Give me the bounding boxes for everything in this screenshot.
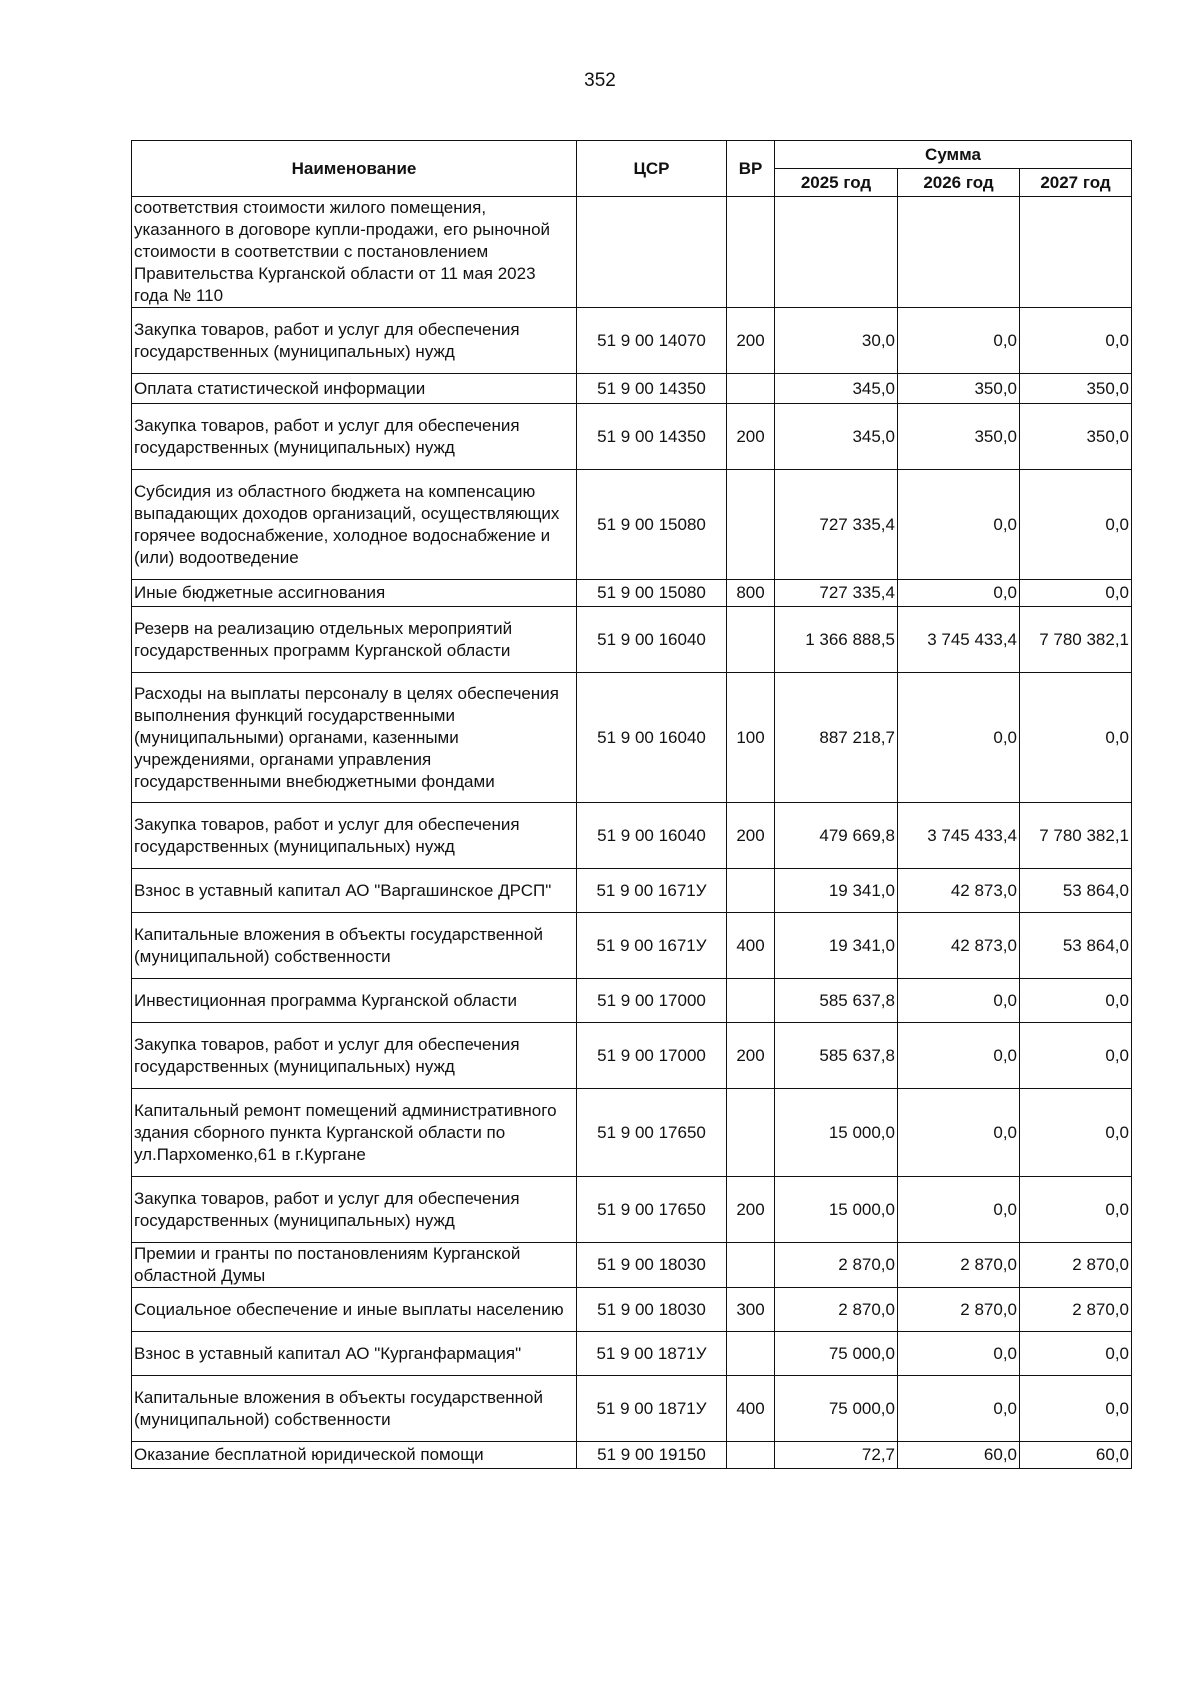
table-row bbox=[132, 673, 1132, 803]
table-row bbox=[132, 1023, 1132, 1089]
table-row bbox=[132, 1089, 1132, 1177]
row-name: Расходы на выплаты персоналу в целях обеспечения выполнения функций государственными (муниципальными) органами, казенными учреждениями, органами управления государственными внебюджетными фондами bbox=[132, 673, 577, 803]
table-row bbox=[132, 1376, 1132, 1442]
row-2025: 727 335,4 bbox=[775, 580, 898, 607]
row-2027: 0,0 bbox=[1020, 673, 1132, 803]
row-2026: 0,0 bbox=[898, 1177, 1020, 1243]
table-row bbox=[132, 1442, 1132, 1469]
table-row bbox=[132, 1332, 1132, 1376]
row-name: Закупка товаров, работ и услуг для обеспечения государственных (муниципальных) нужд bbox=[132, 1177, 577, 1243]
row-vr bbox=[727, 1243, 775, 1288]
row-vr: 400 bbox=[727, 1376, 775, 1442]
row-name: Закупка товаров, работ и услуг для обеспечения государственных (муниципальных) нужд bbox=[132, 1023, 577, 1089]
row-2026: 350,0 bbox=[898, 404, 1020, 470]
row-2027: 60,0 bbox=[1020, 1442, 1132, 1469]
row-2026: 0,0 bbox=[898, 1023, 1020, 1089]
header-year-2025: 2025 год bbox=[775, 169, 898, 197]
row-csr: 51 9 00 15080 bbox=[577, 470, 727, 580]
row-csr: 51 9 00 14350 bbox=[577, 374, 727, 404]
row-2026: 42 873,0 bbox=[898, 869, 1020, 913]
row-2025: 30,0 bbox=[775, 308, 898, 374]
table-row bbox=[132, 1288, 1132, 1332]
row-2026: 0,0 bbox=[898, 979, 1020, 1023]
row-2026: 2 870,0 bbox=[898, 1288, 1020, 1332]
row-2026: 0,0 bbox=[898, 580, 1020, 607]
row-2026: 2 870,0 bbox=[898, 1243, 1020, 1288]
table-row bbox=[132, 607, 1132, 673]
row-2027 bbox=[1020, 197, 1132, 308]
row-2027: 0,0 bbox=[1020, 1332, 1132, 1376]
row-2025: 887 218,7 bbox=[775, 673, 898, 803]
row-vr: 300 bbox=[727, 1288, 775, 1332]
table-row bbox=[132, 913, 1132, 979]
row-2027: 2 870,0 bbox=[1020, 1288, 1132, 1332]
row-vr: 200 bbox=[727, 1177, 775, 1243]
row-2025: 1 366 888,5 bbox=[775, 607, 898, 673]
header-sum: Сумма bbox=[775, 141, 1132, 169]
row-2026: 0,0 bbox=[898, 1332, 1020, 1376]
row-vr bbox=[727, 607, 775, 673]
row-2026: 0,0 bbox=[898, 308, 1020, 374]
row-2027: 0,0 bbox=[1020, 1023, 1132, 1089]
table-row bbox=[132, 1243, 1132, 1288]
table-row bbox=[132, 580, 1132, 607]
row-name: Резерв на реализацию отдельных мероприятий государственных программ Курганской области bbox=[132, 607, 577, 673]
row-name: Закупка товаров, работ и услуг для обеспечения государственных (муниципальных) нужд bbox=[132, 308, 577, 374]
row-csr: 51 9 00 14350 bbox=[577, 404, 727, 470]
row-csr: 51 9 00 1671У bbox=[577, 913, 727, 979]
table-row bbox=[132, 308, 1132, 374]
row-vr: 200 bbox=[727, 803, 775, 869]
row-2025: 585 637,8 bbox=[775, 1023, 898, 1089]
row-name: Оплата статистической информации bbox=[132, 374, 577, 404]
header-year-2026: 2026 год bbox=[898, 169, 1020, 197]
row-vr bbox=[727, 1089, 775, 1177]
row-2025: 479 669,8 bbox=[775, 803, 898, 869]
row-2027: 0,0 bbox=[1020, 1177, 1132, 1243]
row-name: Субсидия из областного бюджета на компенсацию выпадающих доходов организаций, осуществляющих горячее водоснабжение, холодное водоснабжение и (или) водоотведение bbox=[132, 470, 577, 580]
row-2027: 350,0 bbox=[1020, 374, 1132, 404]
row-2027: 0,0 bbox=[1020, 580, 1132, 607]
row-2026 bbox=[898, 197, 1020, 308]
row-csr: 51 9 00 15080 bbox=[577, 580, 727, 607]
row-2027: 0,0 bbox=[1020, 1376, 1132, 1442]
row-2027: 0,0 bbox=[1020, 1089, 1132, 1177]
row-csr: 51 9 00 16040 bbox=[577, 673, 727, 803]
row-vr bbox=[727, 1442, 775, 1469]
row-name: Социальное обеспечение и иные выплаты населению bbox=[132, 1288, 577, 1332]
table-row bbox=[132, 374, 1132, 404]
row-csr bbox=[577, 197, 727, 308]
row-name: Взнос в уставный капитал АО "Варгашинское ДРСП" bbox=[132, 869, 577, 913]
row-csr: 51 9 00 19150 bbox=[577, 1442, 727, 1469]
row-name: Закупка товаров, работ и услуг для обеспечения государственных (муниципальных) нужд bbox=[132, 803, 577, 869]
row-vr bbox=[727, 1332, 775, 1376]
row-2027: 350,0 bbox=[1020, 404, 1132, 470]
row-csr: 51 9 00 16040 bbox=[577, 803, 727, 869]
row-name: соответствия стоимости жилого помещения, указанного в договоре купли-продажи, его рыночной стоимости в соответствии с постановлением Правительства Курганской области от 11 мая 2023 года № 110 bbox=[132, 197, 577, 308]
row-2025: 727 335,4 bbox=[775, 470, 898, 580]
row-csr: 51 9 00 18030 bbox=[577, 1243, 727, 1288]
row-2026: 0,0 bbox=[898, 1089, 1020, 1177]
row-vr: 100 bbox=[727, 673, 775, 803]
row-csr: 51 9 00 17650 bbox=[577, 1089, 727, 1177]
row-2027: 0,0 bbox=[1020, 470, 1132, 580]
row-csr: 51 9 00 18030 bbox=[577, 1288, 727, 1332]
table-row bbox=[132, 1177, 1132, 1243]
row-2025: 345,0 bbox=[775, 404, 898, 470]
table-header bbox=[132, 141, 1132, 197]
row-2026: 0,0 bbox=[898, 1376, 1020, 1442]
row-vr: 200 bbox=[727, 1023, 775, 1089]
row-2026: 0,0 bbox=[898, 470, 1020, 580]
row-2027: 0,0 bbox=[1020, 979, 1132, 1023]
row-name: Капитальные вложения в объекты государственной (муниципальной) собственности bbox=[132, 1376, 577, 1442]
row-2027: 53 864,0 bbox=[1020, 913, 1132, 979]
row-csr: 51 9 00 1871У bbox=[577, 1376, 727, 1442]
table-row bbox=[132, 197, 1132, 308]
row-2025: 19 341,0 bbox=[775, 913, 898, 979]
row-vr: 800 bbox=[727, 580, 775, 607]
row-csr: 51 9 00 1871У bbox=[577, 1332, 727, 1376]
row-csr: 51 9 00 17000 bbox=[577, 1023, 727, 1089]
row-vr: 200 bbox=[727, 404, 775, 470]
table-row bbox=[132, 470, 1132, 580]
row-2025: 19 341,0 bbox=[775, 869, 898, 913]
row-name: Инвестиционная программа Курганской области bbox=[132, 979, 577, 1023]
row-2027: 2 870,0 bbox=[1020, 1243, 1132, 1288]
row-name: Взнос в уставный капитал АО "Курганфармация" bbox=[132, 1332, 577, 1376]
row-2025 bbox=[775, 197, 898, 308]
table-row bbox=[132, 979, 1132, 1023]
row-2027: 7 780 382,1 bbox=[1020, 607, 1132, 673]
row-vr bbox=[727, 979, 775, 1023]
row-2025: 15 000,0 bbox=[775, 1089, 898, 1177]
row-csr: 51 9 00 17650 bbox=[577, 1177, 727, 1243]
row-name: Иные бюджетные ассигнования bbox=[132, 580, 577, 607]
budget-table bbox=[131, 140, 1132, 1469]
row-name: Премии и гранты по постановлениям Курганской областной Думы bbox=[132, 1243, 577, 1288]
row-vr: 200 bbox=[727, 308, 775, 374]
row-2025: 75 000,0 bbox=[775, 1332, 898, 1376]
row-vr bbox=[727, 197, 775, 308]
row-2026: 60,0 bbox=[898, 1442, 1020, 1469]
row-csr: 51 9 00 14070 bbox=[577, 308, 727, 374]
table-row bbox=[132, 404, 1132, 470]
row-vr bbox=[727, 374, 775, 404]
table-row bbox=[132, 803, 1132, 869]
row-2025: 72,7 bbox=[775, 1442, 898, 1469]
row-2026: 0,0 bbox=[898, 673, 1020, 803]
row-2027: 53 864,0 bbox=[1020, 869, 1132, 913]
row-2025: 585 637,8 bbox=[775, 979, 898, 1023]
header-vr: ВР bbox=[727, 141, 775, 197]
header-year-2027: 2027 год bbox=[1020, 169, 1132, 197]
header-name: Наименование bbox=[132, 141, 577, 197]
row-2026: 350,0 bbox=[898, 374, 1020, 404]
row-vr bbox=[727, 869, 775, 913]
header-csr: ЦСР bbox=[577, 141, 727, 197]
row-name: Закупка товаров, работ и услуг для обеспечения государственных (муниципальных) нужд bbox=[132, 404, 577, 470]
table-row bbox=[132, 869, 1132, 913]
row-name: Оказание бесплатной юридической помощи bbox=[132, 1442, 577, 1469]
row-vr: 400 bbox=[727, 913, 775, 979]
row-2025: 345,0 bbox=[775, 374, 898, 404]
row-2025: 2 870,0 bbox=[775, 1288, 898, 1332]
row-2026: 3 745 433,4 bbox=[898, 803, 1020, 869]
row-2025: 75 000,0 bbox=[775, 1376, 898, 1442]
row-csr: 51 9 00 17000 bbox=[577, 979, 727, 1023]
page-number: 352 bbox=[584, 70, 616, 91]
row-vr bbox=[727, 470, 775, 580]
table-body bbox=[132, 197, 1132, 1469]
row-name: Капитальные вложения в объекты государственной (муниципальной) собственности bbox=[132, 913, 577, 979]
row-2027: 7 780 382,1 bbox=[1020, 803, 1132, 869]
row-csr: 51 9 00 16040 bbox=[577, 607, 727, 673]
row-2026: 42 873,0 bbox=[898, 913, 1020, 979]
row-2027: 0,0 bbox=[1020, 308, 1132, 374]
row-name: Капитальный ремонт помещений административного здания сборного пункта Курганской области по ул.Пархоменко,61 в г.Кургане bbox=[132, 1089, 577, 1177]
row-2025: 2 870,0 bbox=[775, 1243, 898, 1288]
row-csr: 51 9 00 1671У bbox=[577, 869, 727, 913]
row-2025: 15 000,0 bbox=[775, 1177, 898, 1243]
row-2026: 3 745 433,4 bbox=[898, 607, 1020, 673]
